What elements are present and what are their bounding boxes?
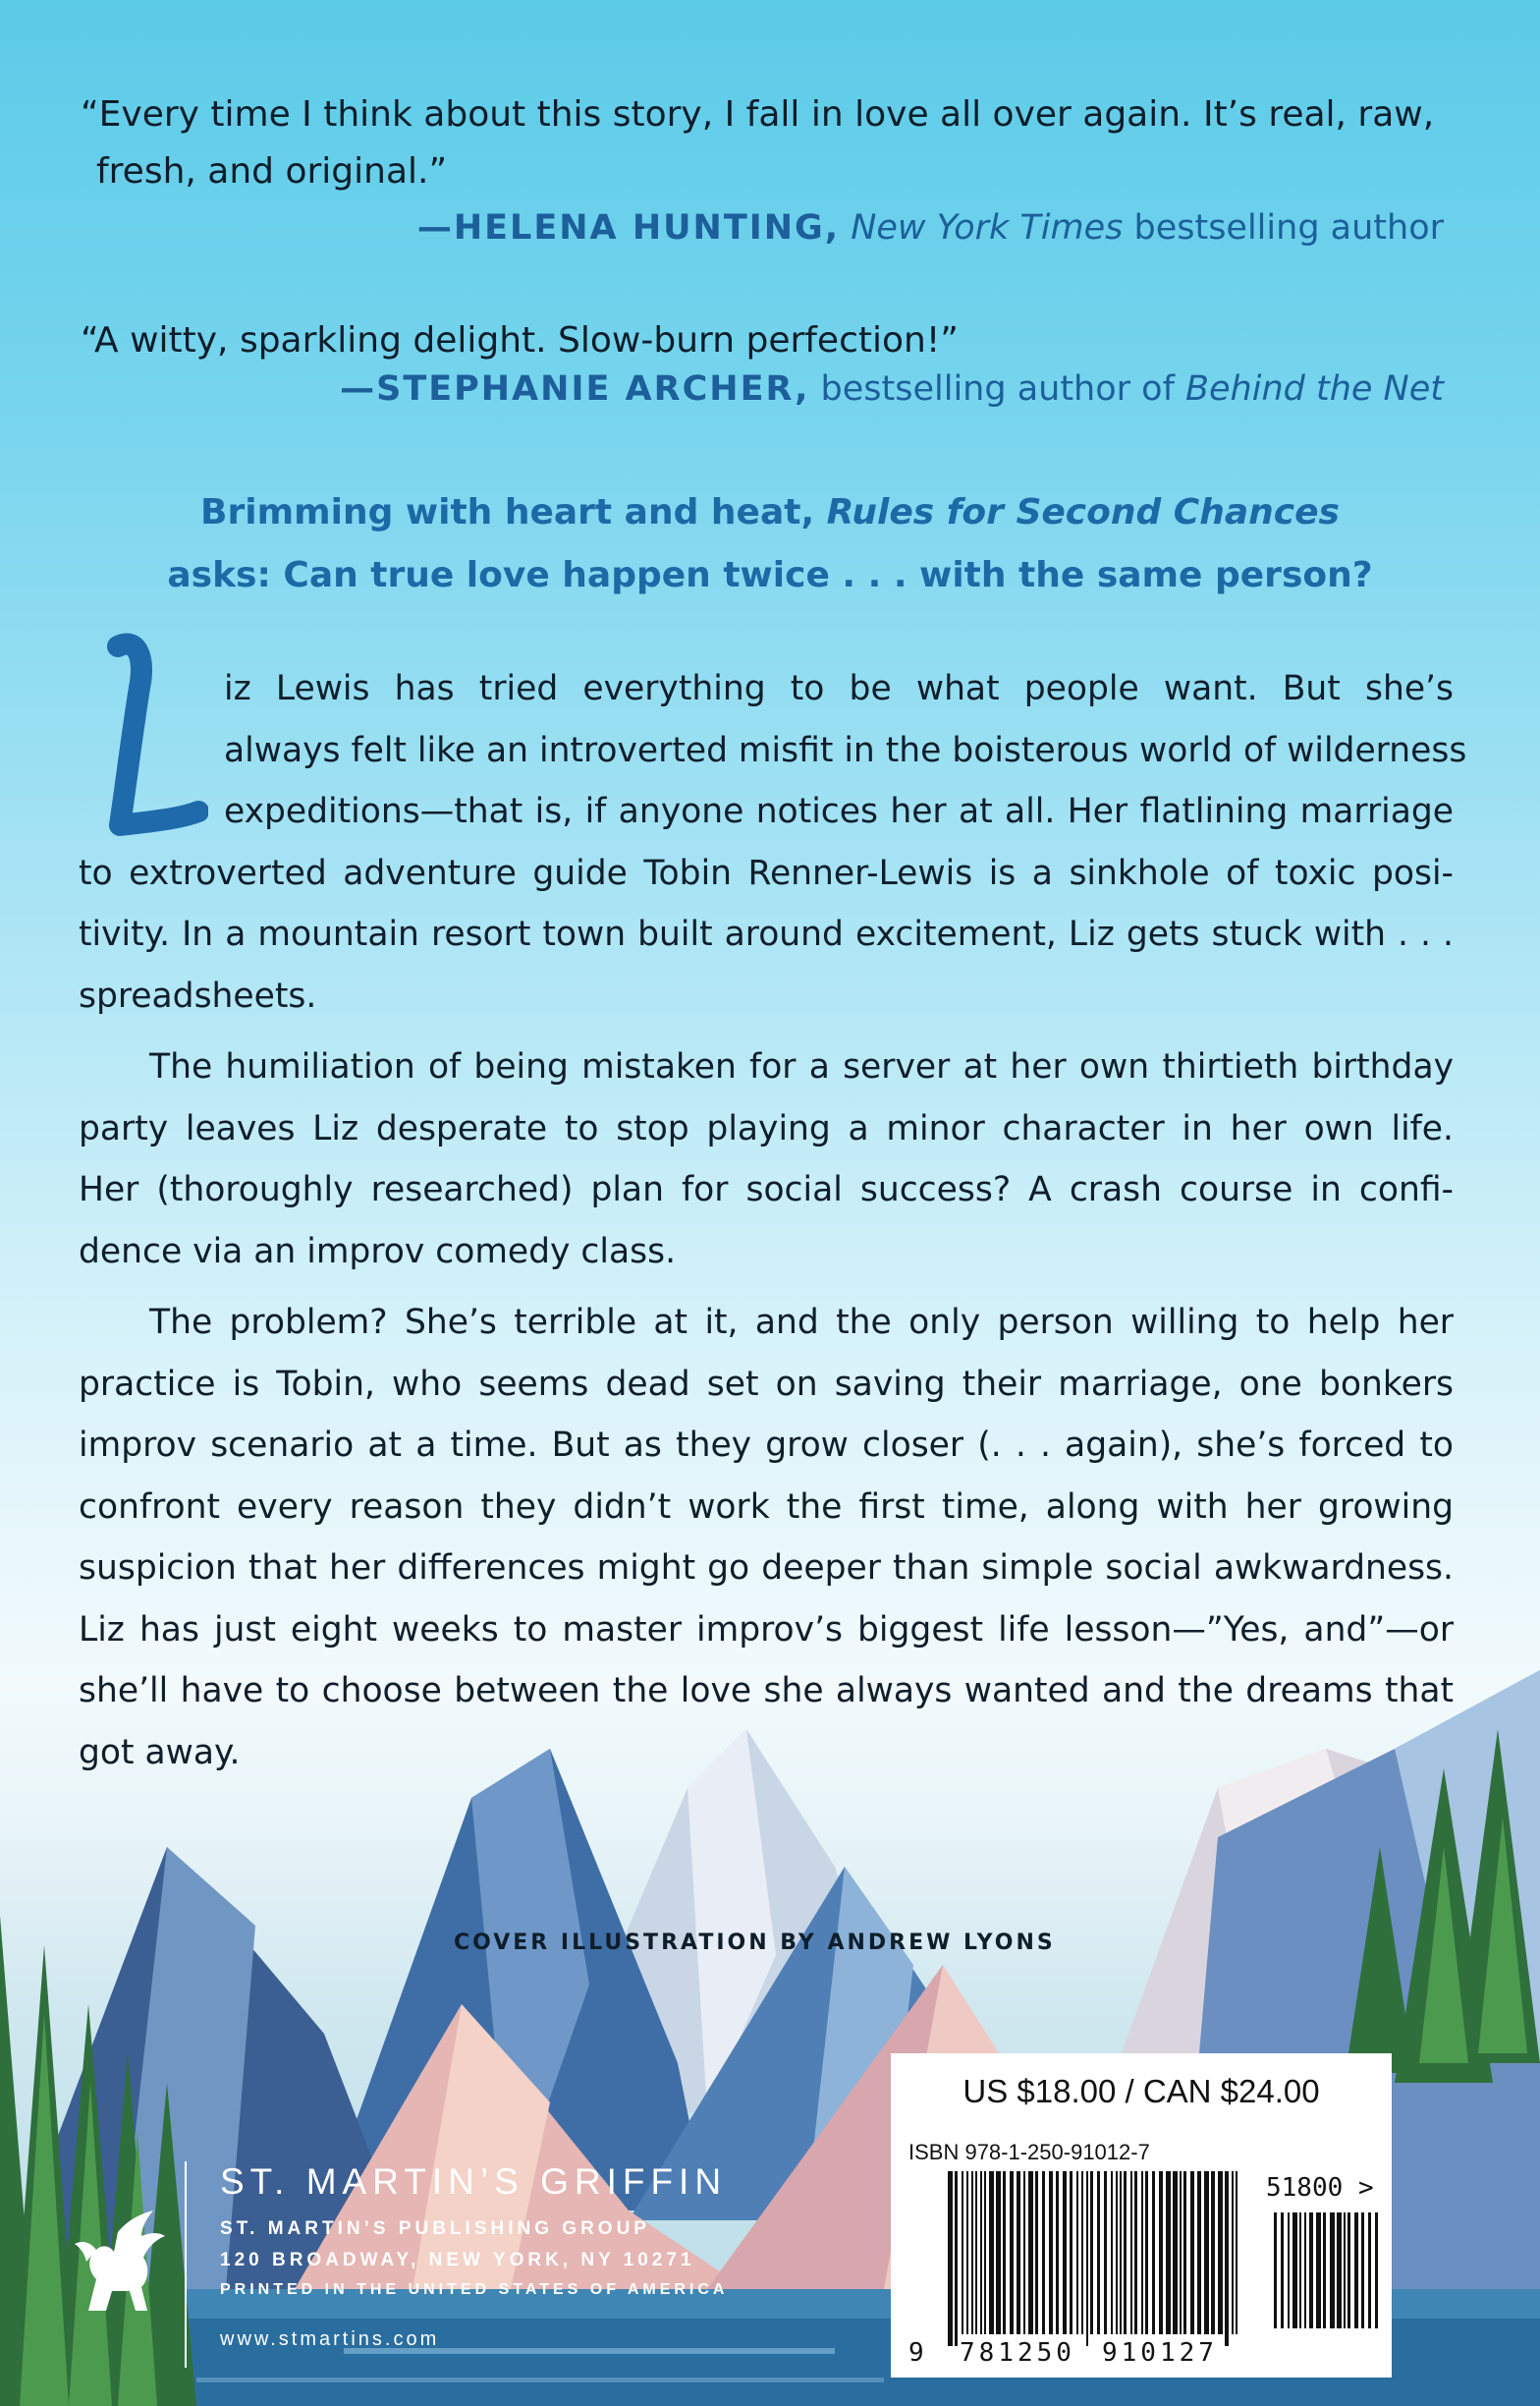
quote-1-author: —HELENA HUNTING, (416, 208, 841, 248)
body-line-8: party leaves Liz desperate to stop playing a minor character in her own life. (79, 1109, 1454, 1148)
barcode-bar (1141, 2171, 1143, 2334)
barcode-bar (1166, 2171, 1171, 2334)
barcode-box (891, 2053, 1392, 2378)
barcode-bar (1070, 2171, 1072, 2334)
barcode-bar (1274, 2212, 1277, 2328)
price-code-arrow: > (1357, 2173, 1374, 2203)
body-line-14: confront every reason they didn’t work the first time, along with her growing (79, 1487, 1454, 1527)
cover-illustration-credit: COVER ILLUSTRATION BY ANDREW LYONS (454, 1930, 1056, 1955)
quote-1-line-1: “Every time I think about this story, I fall in love all over again. It’s real, raw, (81, 94, 1435, 135)
body-line-15: suspicion that her differences might go deeper than simple social awkwardness. (79, 1548, 1454, 1588)
body-line-5: tivity. In a mountain resort town built around excitement, Liz gets stuck with . . . (79, 915, 1454, 954)
barcode-bar (1288, 2212, 1290, 2328)
publisher-website: www.stmartins.com (220, 2328, 440, 2350)
barcode-bar (1183, 2171, 1186, 2334)
quote-2-attribution (340, 369, 1444, 409)
body-line-9: Her (thoroughly researched) plan for social success? A crash course in confi- (79, 1170, 1454, 1209)
barcode-bar (1368, 2212, 1371, 2328)
barcode-digits-left: 781250 (960, 2338, 1075, 2368)
body-line-18: got away. (79, 1733, 241, 1772)
barcode-bar (1003, 2171, 1006, 2334)
barcode-bar (1145, 2171, 1148, 2334)
barcode-bar (1010, 2171, 1014, 2334)
barcode-bar (1330, 2212, 1335, 2328)
barcode-bar (1173, 2171, 1178, 2334)
barcode-bar (1120, 2171, 1122, 2334)
body-line-2: always felt like an introverted misfit in the boisterous world of wilderness (224, 731, 1467, 770)
barcode-bar (1159, 2171, 1163, 2334)
barcode-bar (1097, 2171, 1100, 2334)
barcode-bar (1035, 2171, 1038, 2334)
quote-2-book-title: Behind the Net (1185, 369, 1444, 409)
barcode-bar (975, 2171, 977, 2334)
barcode-bar (966, 2171, 968, 2334)
quote-1-line-2: fresh, and original.” (96, 151, 448, 192)
barcode-bar (1190, 2171, 1194, 2334)
griffin-logo-icon (69, 2193, 167, 2321)
barcode-bar (1337, 2212, 1342, 2328)
barcode-bar (1180, 2171, 1182, 2334)
drop-cap-text: L (135, 798, 140, 809)
barcode-bar (989, 2171, 994, 2334)
barcode-bar (1197, 2171, 1201, 2334)
barcode-bar (1344, 2212, 1346, 2328)
barcode-bar (1323, 2212, 1326, 2328)
body-line-11: The problem? She’s terrible at it, and the only person willing to help her (149, 1303, 1454, 1342)
body-line-7: The humiliation of being mistaken for a server at her own thirtieth birthday (149, 1047, 1454, 1087)
tagline-line-2: asks: Can true love happen twice . . . with the same person? (167, 555, 1373, 595)
quote-1-author-credit: bestselling author (1123, 208, 1444, 248)
barcode-bar (996, 2171, 1001, 2334)
barcode-bar (1124, 2171, 1127, 2334)
body-line-3: expeditions—that is, if anyone notices her at all. Her flatlining marriage (224, 792, 1454, 831)
barcode-bar (1232, 2171, 1234, 2334)
barcode-bar (1023, 2171, 1025, 2334)
quote-2-author-credit: bestselling author of (809, 369, 1186, 409)
barcode-bar (955, 2171, 958, 2346)
barcode-bar (1316, 2212, 1321, 2328)
publisher-address: 120 BROADWAY, NEW YORK, NY 10271 (220, 2250, 695, 2270)
barcode-bar (1028, 2171, 1033, 2334)
barcode-bar (984, 2171, 986, 2334)
barcode-bar (1086, 2171, 1088, 2346)
barcode-bar (1081, 2171, 1083, 2334)
barcode-bar (1111, 2171, 1113, 2334)
barcode-bar (1348, 2212, 1350, 2328)
body-line-4: to extroverted adventure guide Tobin Renner-Lewis is a sinkhole of toxic posi- (79, 854, 1454, 893)
price-barcode (1272, 2212, 1380, 2330)
barcode-bar (1204, 2171, 1209, 2334)
publisher-group: ST. MARTIN’S PUBLISHING GROUP (220, 2218, 650, 2239)
body-line-10: dence via an improv comedy class. (79, 1232, 677, 1271)
isbn-number: ISBN 978-1-250-91012-7 (908, 2140, 1150, 2164)
barcode-bar (1090, 2171, 1093, 2334)
barcode-bar (1042, 2171, 1045, 2334)
barcode-bar (971, 2171, 973, 2334)
barcode-bar (1304, 2212, 1306, 2328)
body-line-6: spreadsheets. (79, 977, 317, 1016)
barcode-bar (1236, 2171, 1238, 2334)
isbn-barcode (946, 2171, 1240, 2348)
publisher-divider (185, 2161, 187, 2368)
barcode-bar (1056, 2171, 1059, 2334)
barcode-bar (1211, 2171, 1215, 2334)
quote-2-author: —STEPHANIE ARCHER, (340, 369, 810, 409)
quote-1-publication: New York Times (851, 208, 1124, 248)
barcode-bar (1292, 2212, 1297, 2328)
barcode-bar (1299, 2212, 1301, 2328)
tagline-line-1 (0, 481, 1540, 544)
barcode-bar (1049, 2171, 1053, 2334)
barcode-bar (948, 2171, 953, 2346)
barcode-bar (1152, 2171, 1155, 2334)
body-line-16: Liz has just eight weeks to master improv’s biggest life lesson—”Yes, and”—or (79, 1610, 1454, 1650)
barcode-bar (1218, 2171, 1223, 2334)
quote-1-attribution (417, 208, 1444, 248)
barcode-bar (1076, 2171, 1078, 2334)
barcode-bar (1130, 2171, 1132, 2334)
barcode-bar (1309, 2212, 1313, 2328)
barcode-bar (1134, 2171, 1137, 2334)
tagline-prefix: Brimming with heart and heat, (200, 492, 827, 532)
tagline-book-title: Rules for Second Chances (826, 492, 1340, 532)
barcode-bar (980, 2171, 982, 2334)
barcode-bar (1017, 2171, 1020, 2334)
barcode-bar (1116, 2171, 1118, 2334)
drop-cap-letter (61, 629, 208, 855)
barcode-bar (1281, 2212, 1284, 2328)
price-code: 51800 > (1266, 2173, 1374, 2203)
barcode-bar (1063, 2171, 1067, 2334)
barcode-bar (962, 2171, 963, 2334)
body-line-1: iz Lewis has tried everything to be what people want. But she’s (224, 669, 1454, 708)
barcode-digits-right: 910127 (1102, 2338, 1218, 2368)
body-line-13: improv scenario at a time. But as they grow closer (. . . again), she’s forced to (79, 1426, 1454, 1465)
printed-in-usa: PRINTED IN THE UNITED STATES OF AMERICA (220, 2281, 729, 2298)
barcode-bar (1225, 2171, 1229, 2346)
body-line-17: she’ll have to choose between the love she always wanted and the dreams that (79, 1671, 1454, 1710)
barcode-bar (1104, 2171, 1107, 2334)
barcode-digit-prefix: 9 (908, 2338, 924, 2368)
barcode-bar (1375, 2212, 1378, 2328)
publisher-name: ST. MARTIN’S GRIFFIN (220, 2161, 728, 2202)
quote-2-line-1: “A witty, sparkling delight. Slow-burn perfection!” (81, 320, 959, 361)
barcode-bar (1354, 2212, 1358, 2328)
body-line-12: practice is Tobin, who seems dead set on saving their marriage, one bonkers (79, 1365, 1454, 1404)
price-label: US $18.00 / CAN $24.00 (962, 2073, 1320, 2109)
barcode-bar (1361, 2212, 1364, 2328)
